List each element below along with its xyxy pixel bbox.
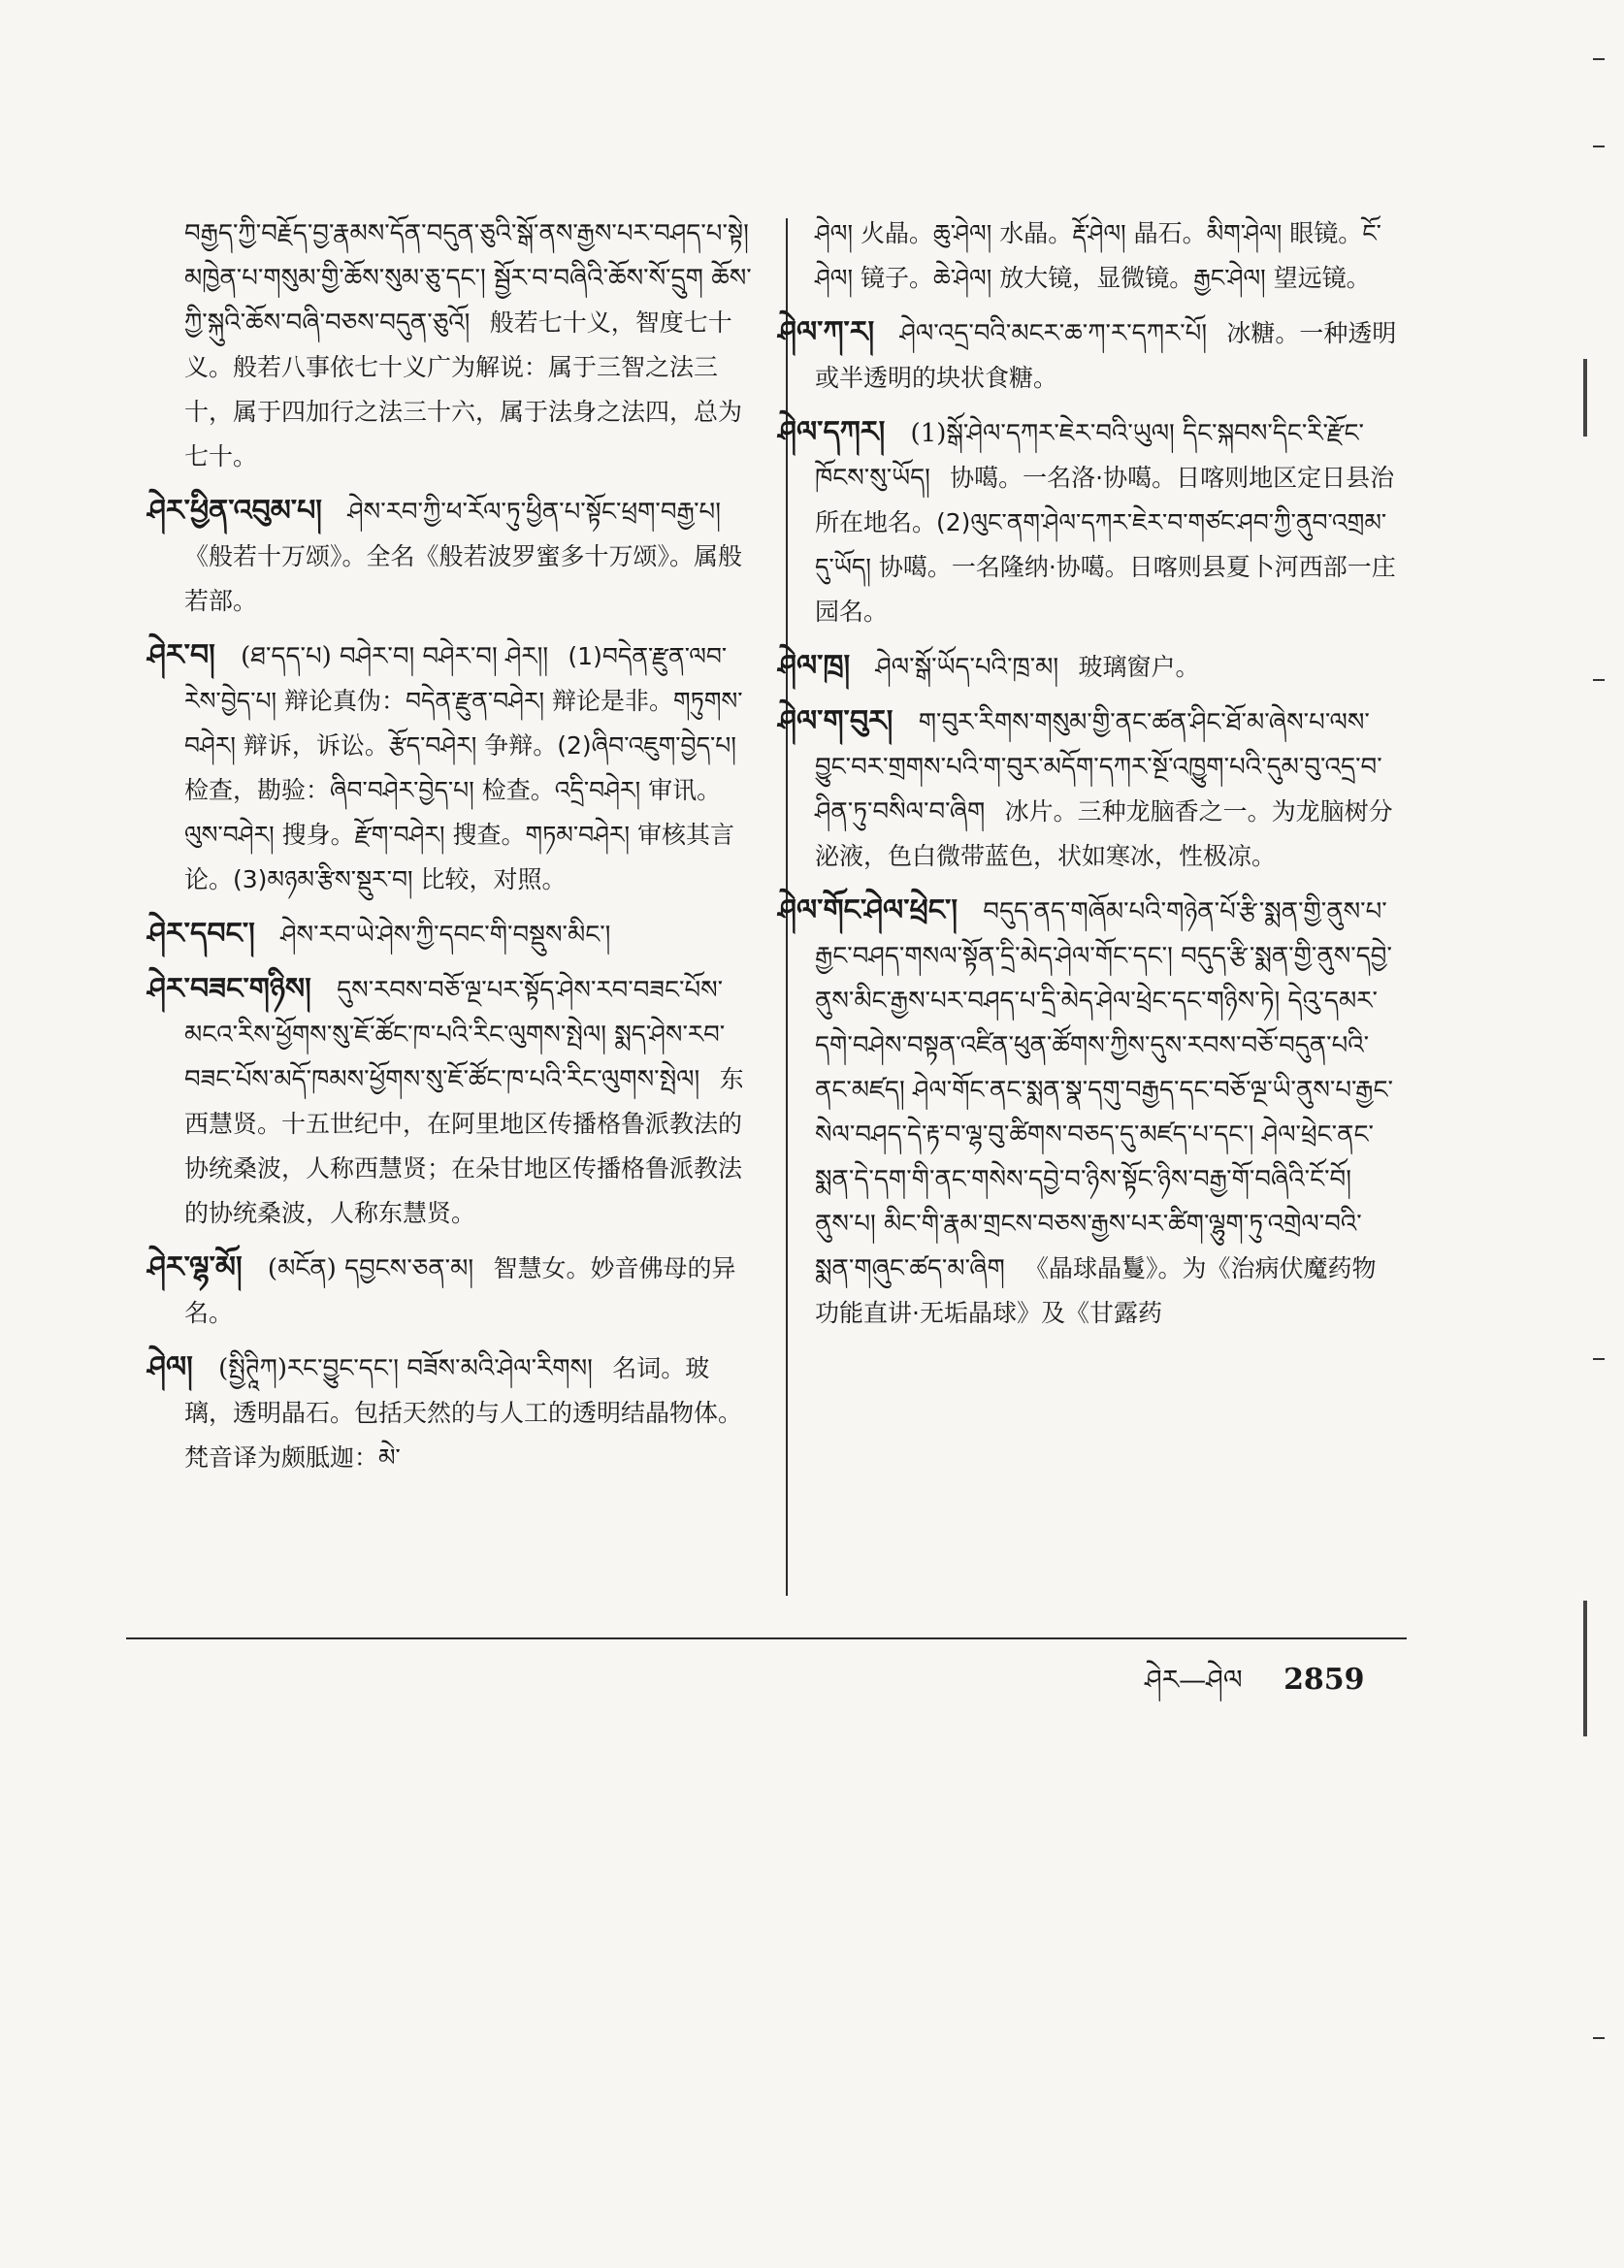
- entry-tibetan: (སྤྱིཊཱིཀ)རང་བྱུང་དང་། བཟོས་མའི་ཤེལ་རིགས།: [218, 1354, 593, 1383]
- entry-chinese: 协噶。一名洛·协噶。日喀则地区定日县治所在地名。(2)ལུང་ནག་ཤེལ་དཀར་ཇེར་བ་གཙང་ཤབ་ཀྱི་ནུབ་འགྲམ་དུ་ཡོད། 协噶。一名隆纳·协噶。日喀则县夏卜河西部一庄园名。: [815, 464, 1396, 626]
- entry-tibetan: དུས་རབས་བཅོ་ལྔ་པར་སྟོད་ཤེས་རབ་བཟང་པོས་མངའ་རིས་ཕྱོགས་སུ་ཇོ་ཚོང་ཁ་པའི་རིང་ལུགས་སྤེལ། སྨད་ཤེས་རབ་བཟང་པོས་མདོ་ཁམས་ཕྱོགས་སུ་ཇོ་ཚོང་ཁ་པའི་རིང་ལུགས་སྤེལ།: [184, 976, 726, 1094]
- entry-headword: ཤེལ་ཀ་ར།: [778, 315, 875, 349]
- entry-tibetan: ཤེལ་འདྲ་བའི་མངར་ཆ་ཀ་ར་དཀར་པོ།: [899, 319, 1208, 348]
- scan-margin-marks: [1566, 0, 1624, 2268]
- entry-headword: ཤེར་ཕྱིན་འབུམ་པ།: [147, 494, 322, 528]
- margin-bar: [1583, 1601, 1587, 1736]
- entry-headword: ཤེར་དབང་།: [147, 917, 255, 951]
- entry-1: [147, 489, 757, 624]
- entry-5: [778, 889, 1397, 1336]
- entry-headword: ཤེལ་གོང་ཤེལ་ཕྲེང་།: [778, 893, 958, 927]
- entry-chinese: 智慧女。妙音佛母的异名。: [184, 1254, 736, 1327]
- entry-headword: ཤེར་ལྷ་མོ།: [147, 1250, 243, 1284]
- entry-headword: ཤེལ་ཁྲ།: [778, 649, 851, 683]
- margin-bar: [1583, 359, 1587, 437]
- entry-3: [778, 644, 1397, 690]
- page-number: 2859: [1283, 1663, 1365, 1697]
- entry-tibetan: ཤེས་རབ་ཀྱི་ཕ་རོལ་ཏུ་ཕྱིན་པ་སྟོང་ཕྲག་བརྒྱ་པ།: [347, 498, 721, 527]
- margin-tick: [1593, 679, 1605, 681]
- entry-headword: ཤེལ་དཀར།: [778, 415, 886, 449]
- page-footer: [1145, 1649, 1365, 1726]
- entry-chinese: 《晶球晶鬘》。为《治病伏魔药物功能直讲·无垢晶球》及《甘露药: [815, 1254, 1377, 1327]
- entry-1: [778, 310, 1397, 401]
- entry-chinese: 般若七十义，智度七十义。般若八事依七十义广为解说：属于三智之法三十，属于四加行之法三十六，属于法身之法四，总为七十。: [184, 308, 743, 470]
- entry-tibetan: བདུད་ནད་གཞོམ་པའི་གཉེན་པོ་རྩི་སྨན་གྱི་ནུས་པ་རྒྱང་བཤད་གསལ་སྟོན་དྲི་མེད་ཤེལ་གོང་དང་། བདུད་རྩི་སྨན་གྱི་ནུས་དབྱེ་ནུས་མིང་རྒྱས་པར་བཤད་པ་དྲི་མེད་ཤེལ་ཕྲེང་དང་གཉིས་ཏེ། དེའུ་དམར་དགེ་བཤེས་བསྟན་འཛིན་ཕུན་ཚོགས་ཀྱིས་དུས་རབས་བཅོ་བདུན་པའི་ནང་མཛད། ཤེལ་གོང་ནང་སྨན་སྣ་དགུ་བརྒྱད་དང་བཅོ་ལྔ་ཡི་ནུས་པ་རྒྱང་སེལ་བཤད་དེ་རྟ་བ་ལྷ་བུ་ཚིགས་བཅད་དུ་མཛད་པ་དང་། ཤེལ་ཕྲེང་ནང་སྨན་དེ་དག་གི་ནང་གསེས་དབྱེ་བ་ཉིས་སྟོང་ཉིས་བརྒྱ་གོ་བཞིའི་ངོ་བོ། ནུས་པ། མིང་གི་རྣམ་གྲངས་བཅས་རྒྱས་པར་ཚིག་ལྷུག་ཏུ་འགྲེལ་བའི་སྨན་གཞུང་ཚད་མ་ཞིག: [815, 897, 1393, 1283]
- entry-headword: ཤེར་བཟང་གཉིས།: [147, 972, 311, 1006]
- entry-5: [147, 1246, 757, 1336]
- entry-3: [147, 912, 757, 957]
- entry-headword: ཤེར་བ།: [147, 638, 215, 672]
- entry-tibetan: ག་བུར་རིགས་གསུམ་གྱི་ནང་ཚན་ཤིང་ཐོ་མ་ཞེས་པ་ལས་བྱུང་བར་གྲགས་པའི་ག་བུར་མདོག་དཀར་སྔོ་འཁྱུག་པའི་དུམ་བུ་འདྲ་བ་ཤིན་ཏུ་བསིལ་བ་ཞིག: [815, 708, 1382, 826]
- entry-4: [147, 967, 757, 1236]
- margin-tick: [1593, 58, 1605, 60]
- entry-tibetan: ཤེལ་སྒོ་ཡོད་པའི་ཁྲ་མ།: [875, 653, 1059, 682]
- footer-rule: [126, 1637, 1407, 1639]
- entry-2: [147, 633, 757, 902]
- entry-chinese: 《般若十万颂》。全名《般若波罗蜜多十万颂》。属般若部。: [184, 542, 743, 615]
- entry-chinese: 玻璃窗户。: [1078, 653, 1200, 681]
- entry-6: [147, 1345, 757, 1480]
- entry-headword: ཤེལ།: [147, 1350, 193, 1384]
- margin-tick: [1593, 146, 1605, 147]
- entry-chinese: 冰片。三种龙脑香之一。为龙脑树分泌液，色白微带蓝色，状如寒冰，性极凉。: [815, 797, 1393, 870]
- left-column: [147, 211, 757, 1490]
- margin-tick: [1593, 2037, 1605, 2039]
- entry-tibetan: (མངོན) དབྱངས་ཅན་མ།: [267, 1254, 474, 1283]
- entry-chinese: (1)བདེན་རྫུན་ལབ་རེས་བྱེད་པ། 辩论真伪：བདེན་རྫུན་བཤེར། 辩论是非。གཏུགས་བཤེར། 辩诉，诉讼。རྩོད་བཤེར། 争辩。(2)ཞིབ་འཇུག་བྱེད་པ། 检查，勘验：ཞིབ་བཤེར་བྱེད་པ། 检查。འདྲི་བཤེར། 审讯。ལུས་བཤེར། 搜身。རྫོག་བཤེར། 搜查。གཏམ་བཤེར། 审核其言论。(3)མཉམ་རྩིས་སྡུར་བ། 比较，对照。: [184, 642, 743, 893]
- headword-range: ཤེར—ཤེལ: [1145, 1664, 1243, 1696]
- entry-0: [184, 211, 757, 479]
- entry-chinese: 名词。玻璃，透明晶石。包括天然的与人工的透明结晶物体。梵音译为颇胝迦：མེ་: [184, 1354, 743, 1472]
- right-column: [778, 211, 1397, 1345]
- entry-headword: ཤེལ་ག་བུར།: [778, 704, 893, 738]
- entry-0: [815, 211, 1397, 301]
- entry-chinese: 东西慧贤。十五世纪中，在阿里地区传播格鲁派教法的协统桑波，人称西慧贤；在朵甘地区传播格鲁派教法的协统桑波，人称东慧贤。: [184, 1065, 744, 1227]
- entry-tibetan: (1)སྒོ་ཤེལ་དཀར་ཇེར་བའི་ཡུལ། དིང་སྐབས་དིང་རི་རྫོང་ཁོངས་སུ་ཡོད།: [815, 419, 1364, 493]
- entry-tibetan: (ཐ་དད་པ) བཤེར་བ། བཤེར་བ། ཤེར།།: [241, 642, 549, 671]
- margin-tick: [1593, 1358, 1605, 1360]
- entry-2: [778, 410, 1397, 634]
- entry-4: [778, 699, 1397, 879]
- entry-tibetan: ཤེས་རབ་ཡེ་ཤེས་ཀྱི་དབང་གི་བསྡུས་མིང་།: [280, 921, 611, 950]
- entry-chinese: ཤེལ། 火晶。ཆུ་ཤེལ། 水晶。རྡོ་ཤེལ། 晶石。མིག་ཤེལ། 眼镜。ངོ་ཤེལ། 镜子。ཆེ་ཤེལ། 放大镜，显微镜。རྒྱང་ཤེལ། 望远镜。: [815, 219, 1381, 292]
- entry-chinese: 冰糖。一种透明或半透明的块状食糖。: [815, 319, 1397, 392]
- entry-tibetan: བརྒྱད་ཀྱི་བརྗོད་བྱ་རྣམས་དོན་བདུན་ཅུའི་སྒོ་ནས་རྒྱས་པར་བཤད་པ་སྟེ། མཁྱེན་པ་གསུམ་གྱི་ཆོས་སུམ་ཅུ་དང་། སྦྱོར་བ་བཞིའི་ཆོས་སོ་དྲུག ཆོས་ཀྱི་སྐུའི་ཆོས་བཞི་བཅས་བདུན་ཅུའོ།: [184, 219, 752, 338]
